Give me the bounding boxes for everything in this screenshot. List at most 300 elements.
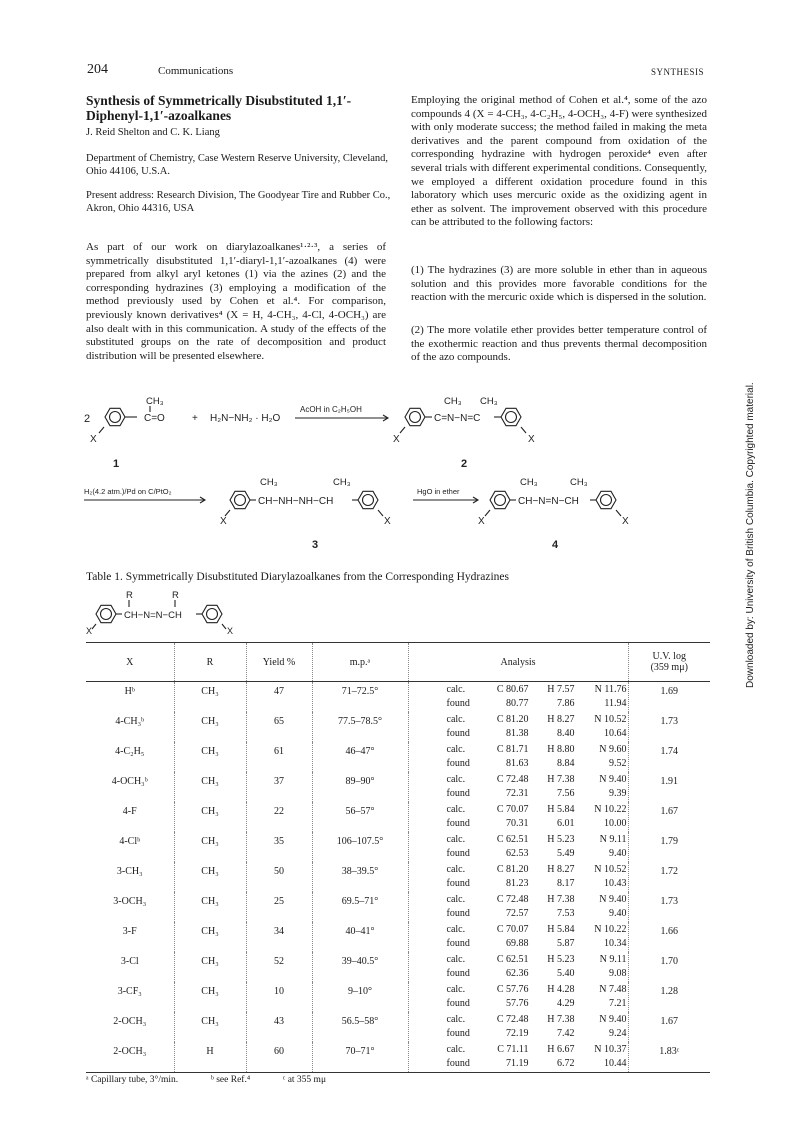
cell-yield-text: 60 (274, 1046, 284, 1057)
page-number: 204 (87, 62, 108, 77)
cell-uv-text: 1.67 (660, 1016, 678, 1027)
header-r: R (174, 643, 246, 682)
analysis-found-value: 10.00 (604, 817, 627, 829)
analysis-found-value: 10.44 (604, 1057, 627, 1069)
cell-mp-text: 56–57° (345, 806, 375, 817)
benzene-ring-icon (490, 491, 510, 508)
analysis-calc-value: H 5.84 (547, 804, 575, 815)
analysis-calc-value: C 81.20 (496, 714, 529, 725)
cell-yield (246, 1042, 312, 1073)
article-title: Synthesis of Symmetrically Disubstituted 1,1′-Diphenyl-1,1′-azoalkanes (86, 93, 352, 123)
analysis-found-label: found (446, 817, 470, 829)
cell-mp (312, 742, 408, 772)
cell-r (174, 712, 246, 742)
cell-yield-text: 50 (274, 866, 284, 877)
methyl-label: CH₃ (146, 396, 164, 407)
analysis-found-value: 80.77 (506, 697, 529, 709)
substituent-x: X (478, 516, 485, 527)
methyl-label: CH₃ (444, 396, 462, 407)
analysis-found-value: 7.86 (557, 697, 575, 709)
analysis-calc-label: calc. (446, 984, 466, 995)
cell-analysis (408, 922, 628, 952)
analysis-found-line (447, 728, 628, 742)
methyl-label: CH₃ (570, 477, 588, 488)
cell-x (86, 922, 174, 952)
analysis-found-line (447, 968, 628, 982)
cell-uv-text: 1.66 (660, 926, 678, 937)
analysis-block (409, 772, 628, 801)
azine-chain: C=N−N=C (434, 413, 481, 424)
cell-uv (628, 742, 710, 772)
analysis-calc-value: H 7.38 (547, 1014, 575, 1025)
cell-r (174, 742, 246, 772)
cell-uv (628, 832, 710, 862)
analysis-calc-value: N 10.52 (594, 864, 627, 875)
benzene-ring-icon (358, 491, 378, 508)
cell-uv (628, 1042, 710, 1073)
cell-r-text: H (206, 1046, 214, 1057)
table-row (86, 802, 710, 832)
analysis-calc-value: N 9.11 (599, 834, 627, 845)
cell-mp-text: 69.5–71° (341, 896, 379, 907)
cell-mp-text: 71–72.5° (341, 686, 379, 697)
footnote-c: ᶜ at 355 mμ (282, 1075, 327, 1085)
analysis-calc-value: N 7.48 (599, 984, 627, 995)
analysis-calc-value: H 5.84 (547, 924, 575, 935)
analysis-found-line (447, 1058, 628, 1072)
cell-analysis (408, 802, 628, 832)
analysis-calc-line (447, 864, 628, 878)
cell-analysis (408, 1042, 628, 1073)
analysis-calc-line (447, 954, 628, 968)
table-row (86, 892, 710, 922)
cell-x-text: 3-OCH₃ (113, 896, 147, 907)
analysis-found-value: 9.24 (609, 1027, 627, 1039)
analysis-found-line (447, 998, 628, 1012)
analysis-calc-label: calc. (446, 744, 466, 755)
cell-analysis (408, 712, 628, 742)
analysis-found-value: 72.31 (506, 787, 529, 799)
analysis-calc-line (447, 1044, 628, 1058)
cell-yield-text: 35 (274, 836, 284, 847)
cell-x (86, 742, 174, 772)
analysis-calc-value: N 10.22 (594, 804, 627, 815)
cell-yield-text: 34 (274, 926, 284, 937)
analysis-calc-label: calc. (446, 804, 466, 815)
analysis-calc-value: C 72.48 (496, 774, 529, 785)
analysis-found-value: 70.31 (506, 817, 529, 829)
benzene-ring-icon (105, 408, 125, 425)
analysis-calc-line (447, 924, 628, 938)
reaction-scheme (80, 390, 720, 560)
section-label: Communications (158, 65, 234, 77)
analysis-found-value: 10.34 (604, 937, 627, 949)
analysis-calc-value: H 7.38 (547, 894, 575, 905)
analysis-found-value: 62.36 (506, 967, 529, 979)
cell-yield (246, 892, 312, 922)
plus-sign: + (192, 413, 198, 424)
analysis-calc-value: H 8.27 (547, 714, 575, 725)
methyl-label: CH₃ (333, 477, 351, 488)
analysis-found-value: 62.53 (506, 847, 529, 859)
analysis-calc-value: C 70.07 (496, 804, 529, 815)
cell-mp-text: 46–47° (345, 746, 375, 757)
analysis-found-value: 81.23 (506, 877, 529, 889)
analysis-calc-value: N 10.52 (594, 714, 627, 725)
factor-2-paragraph: (2) The more volatile ether provides better temperature control of the exothermic reaction and thus prevents thermal decomposition of the azo compounds. (411, 324, 707, 364)
analysis-calc-value: H 5.23 (547, 954, 575, 965)
compound-label-3: 3 (312, 539, 319, 551)
cell-analysis (408, 1012, 628, 1042)
analysis-found-label: found (446, 1027, 470, 1039)
analysis-calc-value: C 81.71 (496, 744, 529, 755)
table-row (86, 922, 710, 952)
azo-chain: CH−N=N−CH (518, 496, 579, 507)
cell-x (86, 712, 174, 742)
analysis-calc-line (447, 894, 628, 908)
r-group-label: R (126, 590, 133, 601)
substituent-x: X (220, 516, 227, 527)
present-address: Present address: Research Division, The Goodyear Tire and Rubber Co., Akron, Ohio 44316, USA (86, 190, 391, 214)
cell-uv (628, 982, 710, 1012)
cell-uv-text: 1.69 (660, 686, 678, 697)
analysis-calc-line (447, 714, 628, 728)
analysis-calc-value: N 10.22 (594, 924, 627, 935)
benzene-ring-icon (230, 491, 250, 508)
cell-mp (312, 952, 408, 982)
cell-mp-text: 70–71° (345, 1046, 375, 1057)
analysis-block (409, 982, 628, 1011)
analysis-found-value: 11.94 (604, 697, 627, 709)
cell-yield (246, 682, 312, 713)
cell-analysis (408, 742, 628, 772)
analysis-found-value: 7.21 (609, 997, 627, 1009)
cell-mp-text: 9–10° (348, 986, 372, 997)
cell-mp (312, 922, 408, 952)
table-row (86, 1012, 710, 1042)
cell-analysis (408, 892, 628, 922)
analysis-found-value: 7.42 (557, 1027, 575, 1039)
affiliation: Department of Chemistry, Case Western Reserve University, Cleveland, Ohio 44106, U.S.A. (86, 153, 389, 177)
cell-uv-text: 1.73 (660, 716, 678, 727)
cell-yield-text: 65 (274, 716, 284, 727)
cell-yield-text: 37 (274, 776, 284, 787)
analysis-found-value: 4.29 (557, 997, 575, 1009)
cell-r-text: CH₃ (201, 896, 219, 907)
cell-yield-text: 25 (274, 896, 284, 907)
cell-mp-text: 38–39.5° (341, 866, 379, 877)
cell-x-text: 4-C₂H₅ (115, 746, 145, 757)
analysis-found-label: found (446, 877, 470, 889)
cell-mp (312, 712, 408, 742)
cell-yield (246, 862, 312, 892)
analysis-block (409, 832, 628, 861)
analysis-found-line (447, 908, 628, 922)
analysis-found-value: 57.76 (506, 997, 529, 1009)
cell-uv (628, 952, 710, 982)
substituent-x: X (90, 434, 97, 445)
cell-x-text: 3-CF₃ (117, 986, 142, 997)
analysis-block (409, 892, 628, 921)
cell-mp-text: 39–40.5° (341, 956, 379, 967)
methyl-label: CH₃ (520, 477, 538, 488)
table-row (86, 862, 710, 892)
cell-uv (628, 862, 710, 892)
cell-uv (628, 712, 710, 742)
analysis-calc-value: H 5.23 (547, 834, 575, 845)
benzene-ring-icon (501, 408, 521, 425)
analysis-found-label: found (446, 847, 470, 859)
cell-r (174, 1042, 246, 1073)
intro-paragraph: As part of our work on diarylazoalkanes¹·²·³, a series of symmetrically disubstituted 1,1′-diaryl-1,1′-azoalkanes (4) were prepared from alkyl aryl ketones (1) via the azines (2) and the corresponding hydrazines (3) employing a modification of the method previously used by Cohen et al.⁴. For comparison, previously known derivatives⁴ (X = H, 4-CH₃, 4-Cl, 4-OCH₃) are also dealt with in this communication. A study of the effects of the substituted groups on the rate of decomposition and product distribution will be presented elsewhere. (86, 241, 386, 362)
cell-uv (628, 922, 710, 952)
methyl-label: CH₃ (480, 396, 498, 407)
analysis-found-line (447, 698, 628, 712)
cell-uv (628, 892, 710, 922)
cell-r-text: CH₃ (201, 866, 219, 877)
footnote-b: ᵇ see Ref.⁴ (210, 1075, 251, 1085)
analysis-calc-value: N 9.11 (599, 954, 627, 965)
analysis-calc-value: C 80.67 (496, 684, 529, 695)
table-row (86, 772, 710, 802)
cell-r-text: CH₃ (201, 776, 219, 787)
cell-yield-text: 22 (274, 806, 284, 817)
analysis-calc-value: H 7.38 (547, 774, 575, 785)
cell-uv-text: 1.83ᶜ (659, 1046, 680, 1057)
cell-analysis (408, 862, 628, 892)
cell-analysis (408, 682, 628, 713)
cell-x-text: 4-Clᵇ (119, 836, 141, 847)
analysis-calc-label: calc. (446, 924, 466, 935)
condition-1: AcOH in C₂H₅OH (300, 405, 362, 414)
analysis-calc-label: calc. (446, 1044, 466, 1055)
analysis-calc-value: H 7.57 (547, 684, 575, 695)
cell-x-text: 4-F (122, 806, 137, 817)
benzene-ring-icon (202, 605, 222, 622)
azo-chain: CH−N=N−CH (124, 610, 182, 621)
cell-yield (246, 952, 312, 982)
analysis-calc-line (447, 1014, 628, 1028)
analysis-block (409, 1012, 628, 1041)
cell-yield (246, 802, 312, 832)
analysis-calc-line (447, 744, 628, 758)
cell-mp (312, 1042, 408, 1073)
cell-r-text: CH₃ (201, 956, 219, 967)
table-row (86, 712, 710, 742)
header-uv-line2: (359 mμ) (650, 662, 688, 673)
analysis-calc-value: N 9.40 (599, 894, 627, 905)
substituent-x: X (86, 626, 93, 636)
analysis-found-value: 8.17 (557, 877, 575, 889)
condition-3: HgO in ether (417, 487, 460, 496)
analysis-found-value: 6.01 (557, 817, 575, 829)
analysis-found-line (447, 758, 628, 772)
analysis-found-line (447, 788, 628, 802)
analysis-calc-value: H 8.80 (547, 744, 575, 755)
cell-r-text: CH₃ (201, 926, 219, 937)
analysis-found-line (447, 938, 628, 952)
cell-x-text: 4-OCH₃ᵇ (111, 776, 148, 787)
hydrazine-hydrate: H₂N−NH₂ · H₂O (210, 413, 281, 424)
analysis-calc-value: N 11.76 (594, 684, 627, 695)
cell-r (174, 772, 246, 802)
cell-r (174, 682, 246, 713)
compound-label-2: 2 (461, 458, 468, 470)
analysis-calc-label: calc. (446, 714, 466, 725)
download-notice-text: Downloaded by: University of British Columbia. Copyrighted material. (745, 382, 756, 688)
analysis-calc-label: calc. (446, 1014, 466, 1025)
analysis-calc-value: C 62.51 (496, 954, 529, 965)
analysis-found-line (447, 878, 628, 892)
substituent-x: X (384, 516, 391, 527)
analysis-calc-value: C 72.48 (496, 894, 529, 905)
cell-mp (312, 892, 408, 922)
cell-uv-text: 1.70 (660, 956, 678, 967)
table-caption: Table 1. Symmetrically Disubstituted Diarylazoalkanes from the Corresponding Hydrazines (86, 571, 509, 583)
header-x: X (86, 643, 174, 682)
cell-yield (246, 982, 312, 1012)
analysis-calc-label: calc. (446, 684, 466, 695)
analysis-calc-value: H 8.27 (547, 864, 575, 875)
analysis-block (409, 862, 628, 891)
cell-r-text: CH₃ (201, 716, 219, 727)
analysis-calc-line (447, 984, 628, 998)
cell-r-text: CH₃ (201, 806, 219, 817)
analysis-calc-value: C 71.11 (497, 1044, 529, 1055)
download-notice (745, 370, 765, 690)
analysis-found-value: 5.49 (557, 847, 575, 859)
cell-uv-text: 1.74 (660, 746, 678, 757)
cell-r-text: CH₃ (201, 686, 219, 697)
cell-r (174, 922, 246, 952)
cell-r (174, 952, 246, 982)
header-yield: Yield % (246, 643, 312, 682)
analysis-calc-value: C 57.76 (496, 984, 529, 995)
analysis-found-value: 7.53 (557, 907, 575, 919)
analysis-found-value: 81.63 (506, 757, 529, 769)
cell-uv-text: 1.91 (660, 776, 678, 787)
cell-x (86, 772, 174, 802)
analysis-found-value: 6.72 (557, 1057, 575, 1069)
header-uv (628, 643, 710, 682)
benzene-ring-icon (596, 491, 616, 508)
cell-x (86, 952, 174, 982)
analysis-found-value: 72.19 (506, 1027, 529, 1039)
analysis-calc-value: H 6.67 (547, 1044, 575, 1055)
cell-r (174, 862, 246, 892)
cell-yield-text: 10 (274, 986, 284, 997)
cell-uv (628, 1012, 710, 1042)
cell-yield (246, 832, 312, 862)
cell-mp-text: 106–107.5° (336, 836, 384, 847)
cell-x (86, 682, 174, 713)
cell-x-text: 3-CH₃ (116, 866, 143, 877)
analysis-found-label: found (446, 967, 470, 979)
analysis-calc-value: N 9.40 (599, 1014, 627, 1025)
cell-analysis (408, 772, 628, 802)
analysis-found-value: 9.08 (609, 967, 627, 979)
cell-uv-text: 1.67 (660, 806, 678, 817)
analysis-block (409, 922, 628, 951)
cell-mp (312, 772, 408, 802)
analysis-calc-line (447, 684, 628, 698)
analysis-found-label: found (446, 997, 470, 1009)
cell-x-text: 2-OCH₃ (113, 1046, 147, 1057)
table-footnotes (86, 1075, 326, 1085)
analysis-block (409, 712, 628, 741)
cell-x (86, 832, 174, 862)
analysis-block (409, 682, 628, 711)
cell-x (86, 892, 174, 922)
cell-yield (246, 922, 312, 952)
footnote-a: ᵃ Capillary tube, 3°/min. (86, 1075, 179, 1085)
cell-mp-text: 77.5–78.5° (338, 716, 382, 727)
analysis-found-value: 8.84 (557, 757, 575, 769)
cell-uv (628, 802, 710, 832)
analysis-found-label: found (446, 907, 470, 919)
cell-mp-text: 89–90° (345, 776, 375, 787)
cell-uv (628, 682, 710, 713)
substituent-x: X (622, 516, 629, 527)
analysis-block (409, 742, 628, 771)
table-row (86, 952, 710, 982)
cell-x-text: 3-Cl (120, 956, 139, 967)
analysis-found-value: 10.43 (604, 877, 627, 889)
substituent-x: X (528, 434, 535, 445)
analysis-calc-value: C 81.20 (496, 864, 529, 875)
cell-x (86, 1042, 174, 1073)
cell-r (174, 802, 246, 832)
analysis-found-label: found (446, 697, 470, 709)
analysis-calc-value: C 72.48 (496, 1014, 529, 1025)
cell-yield-text: 43 (274, 1016, 284, 1027)
cell-mp (312, 982, 408, 1012)
cell-yield (246, 1012, 312, 1042)
cell-x-text: 2-OCH₃ (113, 1016, 147, 1027)
cell-mp-text: 56.5–58° (341, 1016, 379, 1027)
analysis-found-label: found (446, 727, 470, 739)
table-header-row (86, 643, 710, 682)
general-formula (86, 588, 286, 636)
cell-r-text: CH₃ (201, 1016, 219, 1027)
analysis-calc-value: C 70.07 (496, 924, 529, 935)
cell-r-text: CH₃ (201, 986, 219, 997)
header-uv-line1: U.V. log (652, 651, 686, 662)
analysis-block (409, 952, 628, 981)
analysis-found-value: 7.56 (557, 787, 575, 799)
analysis-found-value: 9.40 (609, 847, 627, 859)
analysis-found-label: found (446, 757, 470, 769)
cell-x-text: 4-CH₃ᵇ (115, 716, 145, 727)
analysis-found-value: 9.40 (609, 907, 627, 919)
cell-mp (312, 1012, 408, 1042)
analysis-calc-value: H 4.28 (547, 984, 575, 995)
benzene-ring-icon (96, 605, 116, 622)
cell-uv-text: 1.28 (660, 986, 678, 997)
cell-analysis (408, 832, 628, 862)
analysis-calc-value: N 10.37 (594, 1044, 627, 1055)
cell-yield-text: 52 (274, 956, 284, 967)
substituent-x: X (393, 434, 400, 445)
analysis-found-value: 5.87 (557, 937, 575, 949)
cell-yield-text: 61 (274, 746, 284, 757)
analysis-calc-value: C 62.51 (496, 834, 529, 845)
analysis-calc-line (447, 804, 628, 818)
methyl-label: CH₃ (260, 477, 278, 488)
coefficient: 2 (84, 413, 91, 425)
analysis-calc-label: calc. (446, 954, 466, 965)
ketone-group: C=O (144, 413, 165, 424)
